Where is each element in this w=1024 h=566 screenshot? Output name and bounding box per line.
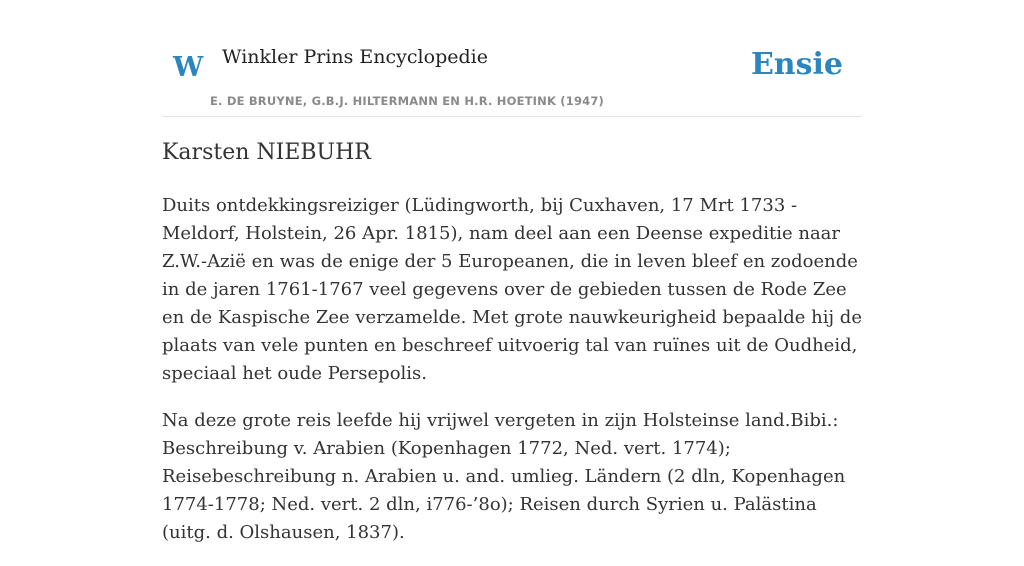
article-paragraph: Na deze grote reis leefde hij vrijwel vergeten in zijn Holsteinse land.Bibi.: Beschreibung v. Arabien (Kopenhagen 1772, Ned. vert. 1774); Reisebeschreibung n. Arabien u. and. umlieg. Ländern (2 dln, Kopenhagen 1774-1778; Ned. vert. 2 dln, i776-’8o); Reisen durch Syrien u. Palästina (uitg. d. Olshausen, 1837). bbox=[162, 410, 846, 543]
article-paragraph: Duits ontdekkingsreiziger (Lüdingworth, bij Cuxhaven, 17 Mrt 1733 - Meldorf, Holstein, 26 Apr. 1815), nam deel aan een Deense expeditie naar Z.W.-Azië en was de enige der 5 Europeanen, die in leven bleef en zodoende in de jaren 1761-1767 veel gegevens over de gebieden tussen de Rode Zee en de Kaspische Zee verzamelde. Met grote nauwkeurigheid bepaalde hij de plaats van vele punten en beschreef uitvoerig tal van ruïnes uit de Oudheid, speciaal het oude Persepolis. bbox=[162, 195, 862, 384]
publication-authors: E. DE BRUYNE, G.B.J. HILTERMANN EN H.R. HOETINK (1947) bbox=[210, 94, 605, 108]
winkler-prins-logo[interactable]: W bbox=[173, 52, 204, 83]
header bbox=[162, 40, 862, 117]
publication-title[interactable]: Winkler Prins Encyclopedie bbox=[222, 46, 488, 68]
article-body bbox=[162, 192, 862, 566]
ensie-brand-logo[interactable]: Ensie bbox=[750, 47, 843, 82]
article-title: Karsten NIEBUHR bbox=[162, 140, 371, 165]
